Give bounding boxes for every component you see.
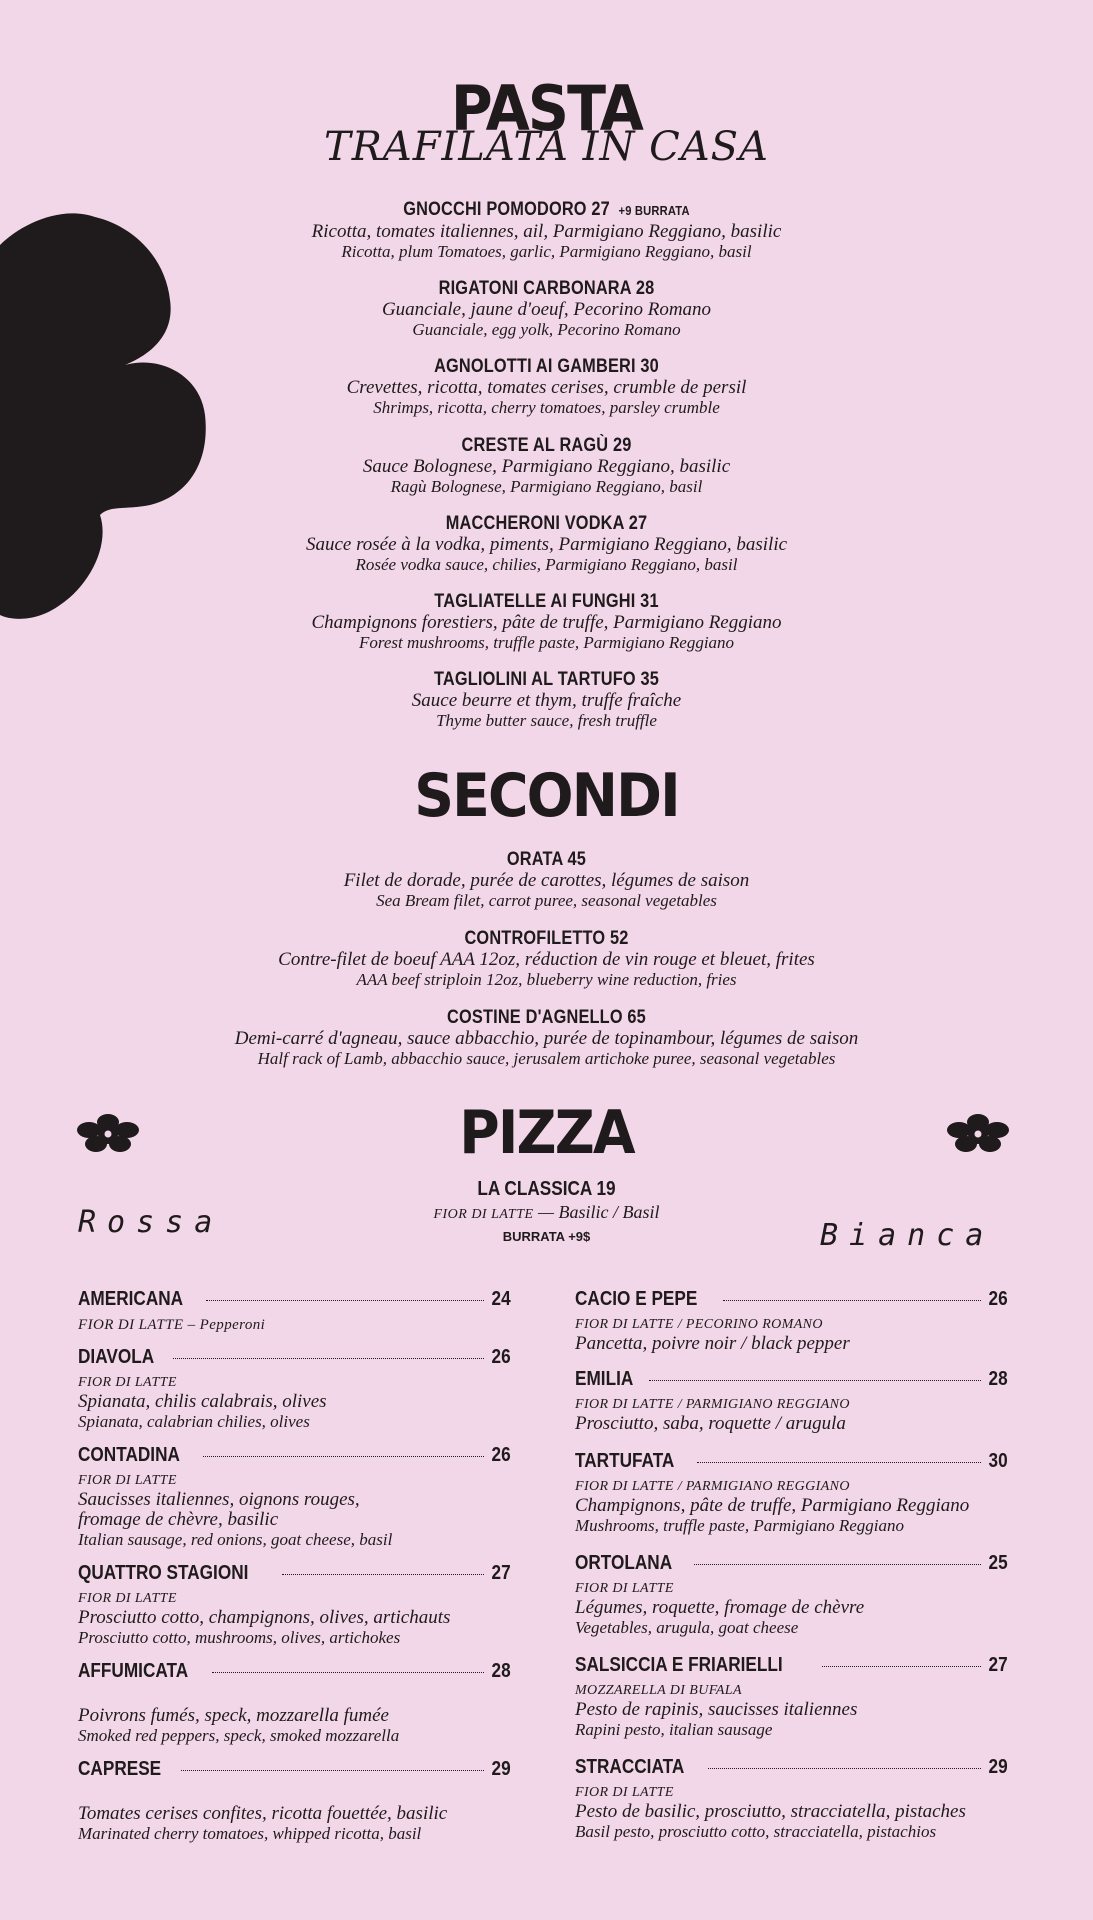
secondi-title: SECONDI [414,761,679,831]
pizza-base: FIOR DI LATTE / PARMIGIANO REGGIANO [575,1397,850,1412]
dish-desc-en: Guanciale, egg yolk, Pecorino Romano [412,320,681,339]
pizza-item [575,1756,1009,1858]
dot-leader [206,1300,484,1301]
pizza-desc-fr: Pesto de basilic, prosciutto, stracciatella, pistaches [575,1801,966,1822]
dish-name: MACCHERONI VODKA 27 [445,513,648,534]
dish-base: FIOR DI LATTE [433,1207,534,1222]
pizza-desc-en: Mushrooms, truffle paste, Parmigiano Reggiano [575,1516,904,1535]
dish-desc-en: Forest mushrooms, truffle paste, Parmigiano Reggiano [358,633,735,652]
pizza-base: FIOR DI LATTE [78,1375,177,1390]
dish-desc-en: AAA beef striploin 12oz, blueberry wine reduction, fries [356,970,737,989]
pizza-price: 27 [988,1654,1008,1676]
dot-leader [822,1666,980,1667]
pizza-base [78,1786,512,1804]
pizza-item [78,1346,512,1444]
pizza-desc-en: Italian sausage, red onions, goat cheese, basil [78,1530,393,1549]
dish-desc: Basilic / Basil [558,1202,660,1222]
dot-leader [203,1456,484,1457]
dish-extra: +9 BURRATA [618,203,690,218]
pizza-name: CACIO E PEPE [575,1288,698,1310]
pasta-title: PASTA [450,72,643,145]
pizza-price: 29 [988,1756,1008,1778]
dot-leader [708,1768,981,1769]
dish-desc-fr: Demi-carré d'agneau, sauce abbacchio, purée de topinambour, légumes de saison [234,1028,859,1049]
dish-separator: — [533,1202,559,1222]
dish-desc-fr: Guanciale, jaune d'oeuf, Pecorino Romano [381,299,712,320]
pizza-desc-fr: Saucisses italiennes, oignons rouges, fromage de chèvre, basilic [78,1489,360,1530]
pizza-name: AFFUMICATA [78,1660,189,1682]
pizza-desc-en: Rapini pesto, italian sausage [575,1720,773,1739]
menu-item [0,199,1093,261]
pizza-name: QUATTRO STAGIONI [78,1562,249,1584]
dot-leader [282,1574,484,1575]
pizza-base: FIOR DI LATTE / PECORINO ROMANO [575,1317,823,1332]
dish-desc-en: Half rack of Lamb, abbacchio sauce, jerusalem artichoke puree, seasonal vegetables [257,1049,836,1068]
dish-name: ORATA 45 [506,849,587,870]
pizza-name: CONTADINA [78,1444,180,1466]
dish-name: COSTINE D'AGNELLO 65 [447,1007,646,1028]
pizza-desc-en: Marinated cherry tomatoes, whipped ricotta, basil [78,1824,422,1843]
dish-name: CONTROFILETTO 52 [464,928,629,949]
dish-name: LA CLASSICA 19 [477,1178,616,1200]
dish-desc-fr: Champignons forestiers, pâte de truffe, Parmigiano Reggiano [311,612,782,633]
pizza-item [78,1288,512,1346]
pizza-item [575,1654,1009,1756]
pizza-desc-fr: Champignons, pâte de truffe, Parmigiano Reggiano [575,1495,970,1516]
menu-item [0,1007,1093,1068]
dish-name: CRESTE AL RAGÙ 29 [461,435,632,456]
menu-item [0,278,1093,339]
pizza-price: 29 [491,1758,511,1780]
pizza-desc-en: Basil pesto, prosciutto cotto, stracciatella, pistachios [575,1822,937,1841]
menu-item [0,435,1093,496]
pizza-item [78,1758,512,1856]
dish-desc-en: Rosée vodka sauce, chilies, Parmigiano Reggiano, basil [355,555,738,574]
pizza-item [575,1368,1009,1450]
bianca-column [575,1288,1009,1858]
pizza-desc-fr: Tomates cerises confites, ricotta fouettée, basilic [78,1803,448,1824]
pizza-desc-fr: Pancetta, poivre noir / black pepper [575,1333,850,1354]
pizza-item [575,1288,1009,1368]
dish-desc-fr: Contre-filet de boeuf AAA 12oz, réduction de vin rouge et bleuet, frites [278,949,815,970]
pizza-name: TARTUFATA [575,1450,675,1472]
dot-leader [173,1358,484,1359]
pizza-base [78,1688,512,1706]
dish-name: GNOCCHI POMODORO 27 [403,199,610,220]
dish-desc-en: Ragù Bolognese, Parmigiano Reggiano, basil [390,477,703,496]
dot-leader [697,1462,981,1463]
pizza-price: 25 [988,1552,1008,1574]
dish-desc-en: Thyme butter sauce, fresh truffle [436,711,657,730]
rossa-label: Rossa [78,1205,224,1240]
pizza-price: 27 [491,1562,511,1584]
pizza-base: FIOR DI LATTE [78,1591,177,1606]
pizza-name: CAPRESE [78,1758,162,1780]
pizza-name: EMILIA [575,1368,634,1390]
pizza-item [78,1660,512,1758]
dish-name: TAGLIOLINI AL TARTUFO 35 [433,669,660,690]
bianca-label: Bianca [820,1218,995,1253]
menu-item [0,513,1093,574]
pizza-item [78,1444,512,1562]
rossa-column [78,1288,512,1856]
dish-desc-fr: Sauce Bolognese, Parmigiano Reggiano, basilic [362,456,731,477]
dish-name: AGNOLOTTI AI GAMBERI 30 [434,356,659,377]
dot-leader [694,1564,981,1565]
pizza-base: FIOR DI LATTE [575,1785,674,1800]
pizza-desc-fr: Prosciutto cotto, champignons, olives, artichauts [78,1607,451,1628]
dot-leader [181,1770,484,1771]
dot-leader [212,1672,484,1673]
la-classica-item [0,1177,1093,1248]
pizza-desc-en: Prosciutto cotto, mushrooms, olives, artichokes [78,1628,401,1647]
pizza-price: 26 [491,1346,511,1368]
pizza-desc-fr: Spianata, chilis calabrais, olives [78,1391,327,1412]
pizza-price: 24 [491,1288,511,1310]
pizza-base: MOZZARELLA DI BUFALA [575,1683,742,1698]
dish-desc-fr: Ricotta, tomates italiennes, ail, Parmigiano Reggiano, basilic [311,221,782,242]
pizza-desc-fr: Légumes, roquette, fromage de chèvre [575,1597,865,1618]
dish-desc-en: Shrimps, ricotta, cherry tomatoes, parsley crumble [373,398,720,417]
dish-desc-fr: Crevettes, ricotta, tomates cerises, crumble de persil [346,377,747,398]
pizza-title: PIZZA [459,1098,634,1168]
menu-item [0,669,1093,730]
dish-extra: BURRATA +9$ [502,1229,591,1244]
dish-desc-fr: Sauce beurre et thym, truffe fraîche [411,690,682,711]
pizza-item [575,1450,1009,1552]
pizza-item [575,1552,1009,1654]
pizza-base: FIOR DI LATTE – Pepperoni [78,1317,266,1333]
pizza-desc-fr: Poivrons fumés, speck, mozzarella fumée [78,1705,389,1726]
pizza-price: 30 [988,1450,1008,1472]
dish-desc-en: Sea Bream filet, carrot puree, seasonal vegetables [376,891,717,910]
pizza-base: FIOR DI LATTE [78,1473,177,1488]
dish-desc-en: Ricotta, plum Tomatoes, garlic, Parmigiano Reggiano, basil [341,242,752,261]
pizza-price: 28 [491,1660,511,1682]
pizza-item [78,1562,512,1660]
dish-desc-fr: Sauce rosée à la vodka, piments, Parmigiano Reggiano, basilic [305,534,788,555]
pizza-name: AMERICANA [78,1288,184,1310]
pizza-desc-fr: Pesto de rapinis, saucisses italiennes [575,1699,858,1720]
pizza-price: 26 [988,1288,1008,1310]
pizza-price: 26 [491,1444,511,1466]
dish-desc-fr: Filet de dorade, purée de carottes, légumes de saison [343,870,750,891]
pizza-name: DIAVOLA [78,1346,155,1368]
dish-name: TAGLIATELLE AI FUNGHI 31 [434,591,659,612]
pizza-desc-fr: Prosciutto, saba, roquette / arugula [575,1413,846,1434]
dot-leader [649,1380,981,1381]
pizza-name: ORTOLANA [575,1552,673,1574]
dot-leader [723,1300,980,1301]
menu-item [0,849,1093,910]
menu-item [0,928,1093,989]
pizza-desc-en: Spianata, calabrian chilies, olives [78,1412,310,1431]
pizza-base: FIOR DI LATTE [575,1581,674,1596]
pizza-price: 28 [988,1368,1008,1390]
pizza-base: FIOR DI LATTE / PARMIGIANO REGGIANO [575,1479,850,1494]
pizza-name: STRACCIATA [575,1756,685,1778]
menu-item [0,591,1093,652]
menu-item [0,356,1093,417]
pizza-desc-en: Vegetables, arugula, goat cheese [575,1618,799,1637]
pizza-desc-en: Smoked red peppers, speck, smoked mozzarella [78,1726,400,1745]
dish-name: RIGATONI CARBONARA 28 [438,278,655,299]
pasta-subtitle: TRAFILATA IN CASA [324,124,769,170]
pizza-name: SALSICCIA E FRIARIELLI [575,1654,783,1676]
